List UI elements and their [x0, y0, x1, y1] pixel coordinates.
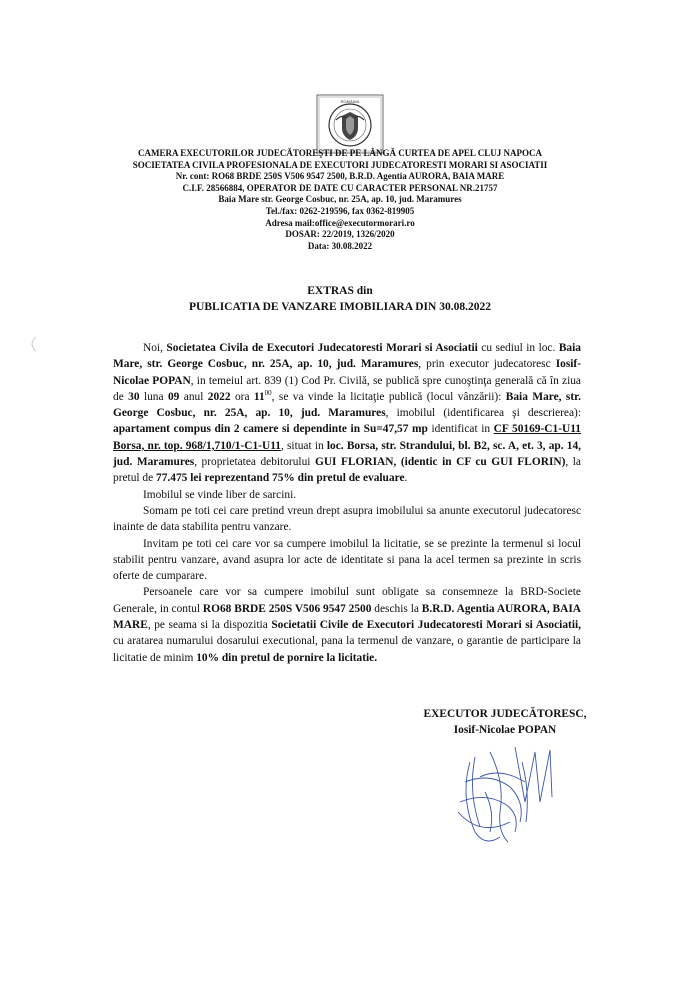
document-title	[60, 283, 620, 315]
letterhead	[60, 148, 620, 252]
document-body	[113, 340, 581, 666]
header-company: SOCIETATEA CIVILA PROFESIONALA DE EXECUTORI JUDECATORESTI MORARI SI ASOCIATII	[132, 159, 548, 170]
paragraph-summons: Somam pe toti cei care pretind vreun drept asupra imobilului sa anunte executorul judecatoresc inainte de data stabilita pentru vanzare.	[113, 504, 581, 534]
paragraph-guarantee: Persoanele care vor sa cumpere imobilul sunt obligate sa consemneze la BRD-Societe Generale, in contul RO68 BRDE 250S V506 9547 2500 deschis la B.R.D. Agentia AURORA, BAIA MARE, pe seama si la dispozitia Societatii Civile de Executori Judecatoresti Morari si Asociatii, cu aratarea numarului dosarului executional, pana la termenul de vanzare, o garantie de participare la licitatie de minim 10% din pretul de pornire la licitatie.	[113, 586, 582, 664]
header-file-number: DOSAR: 22/2019, 1326/2020	[285, 229, 395, 240]
signature-block	[405, 706, 605, 738]
signer-name: Iosif-Nicolae POPAN	[453, 724, 557, 736]
header-chamber: CAMERA EXECUTORILOR JUDECĂTOREŞTI DE PE LÂNGĂ CURTEA DE APEL CLUJ NAPOCA	[138, 148, 542, 158]
header-email: Adresa mail:office@executormorari.ro	[265, 217, 415, 228]
paragraph-free-of-charges: Imobilul se vinde liber de sarcini.	[143, 488, 297, 501]
header-address: Baia Mare str. George Cosbuc, nr. 25A, ap. 10, jud. Maramures	[218, 194, 462, 205]
seal-top-text: ROMÂNIA	[340, 99, 360, 104]
land-register-reference: CF 50169-C1-U11 Borsa, nr. top. 968/1,710/1-C1-U11	[113, 423, 581, 452]
header-account: Nr. cont: RO68 BRDE 250S V506 9547 2500, B.R.D. Agentia AURORA, BAIA MARE	[175, 171, 505, 182]
margin-bracket-icon	[26, 336, 38, 352]
signer-role: EXECUTOR JUDECĂTORESC,	[423, 708, 587, 720]
title-line-1: EXTRAS din	[307, 285, 373, 297]
header-phone: Tel./fax: 0262-219596, fax 0362-819905	[265, 205, 415, 216]
title-line-2: PUBLICATIA DE VANZARE IMOBILIARA DIN 30.08.2022	[189, 301, 491, 313]
handwritten-signature-icon	[430, 742, 580, 852]
header-cif: C.I.F. 28566884, OPERATOR DE DATE CU CARACTER PERSONAL NR.21757	[182, 182, 498, 193]
paragraph-sale-notice: Noi, Societatea Civila de Executori Judecatoresti Morari si Asociatii cu sediul in loc. Baia Mare, str. George Cosbuc, nr. 25A, ap. 10, jud. Maramures, prin executor judecatoresc Iosif-Nicolae POPAN, in temeiul art. 839 (1) Cod Pr. Civilă, se publică spre cunoştinţa generală că în ziua de 30 luna 09 anul 2022 ora $11^{00}$, se va vinde la licitaţie publică (locul vânzării): Baia Mare, str. George Cosbuc, nr. 25A, ap. 10, jud. Maramures, imobilul (identificarea şi descrierea): apartament compus din 2 camere si dependinte in Su=47,57 mp identificat in CF 50169-C1-U11 Borsa, nr. top. 968/1,710/1-C1-U11, situat in loc. Borsa, str. Strandului, bl. B2, sc. A, et. 3, ap. 14, jud. Maramures, proprietatea debitorului GUI FLORIAN, (identic in CF cu GUI FLORIN), la pretul de 77.475 lei reprezentand 75% din pretul de evaluare.	[113, 342, 582, 485]
header-date: Data: 30.08.2022	[307, 240, 373, 251]
coat-of-arms-seal-icon	[316, 94, 384, 154]
paragraph-invitation: Invitam pe toti cei care vor sa cumpere imobilul la licitatie, se se prezinte la termenul si locul stabilit pentru vanzare, avand asupra lor acte de identitate si pana la acel termen sa prezinte in scris oferte de cumparare.	[113, 537, 581, 583]
